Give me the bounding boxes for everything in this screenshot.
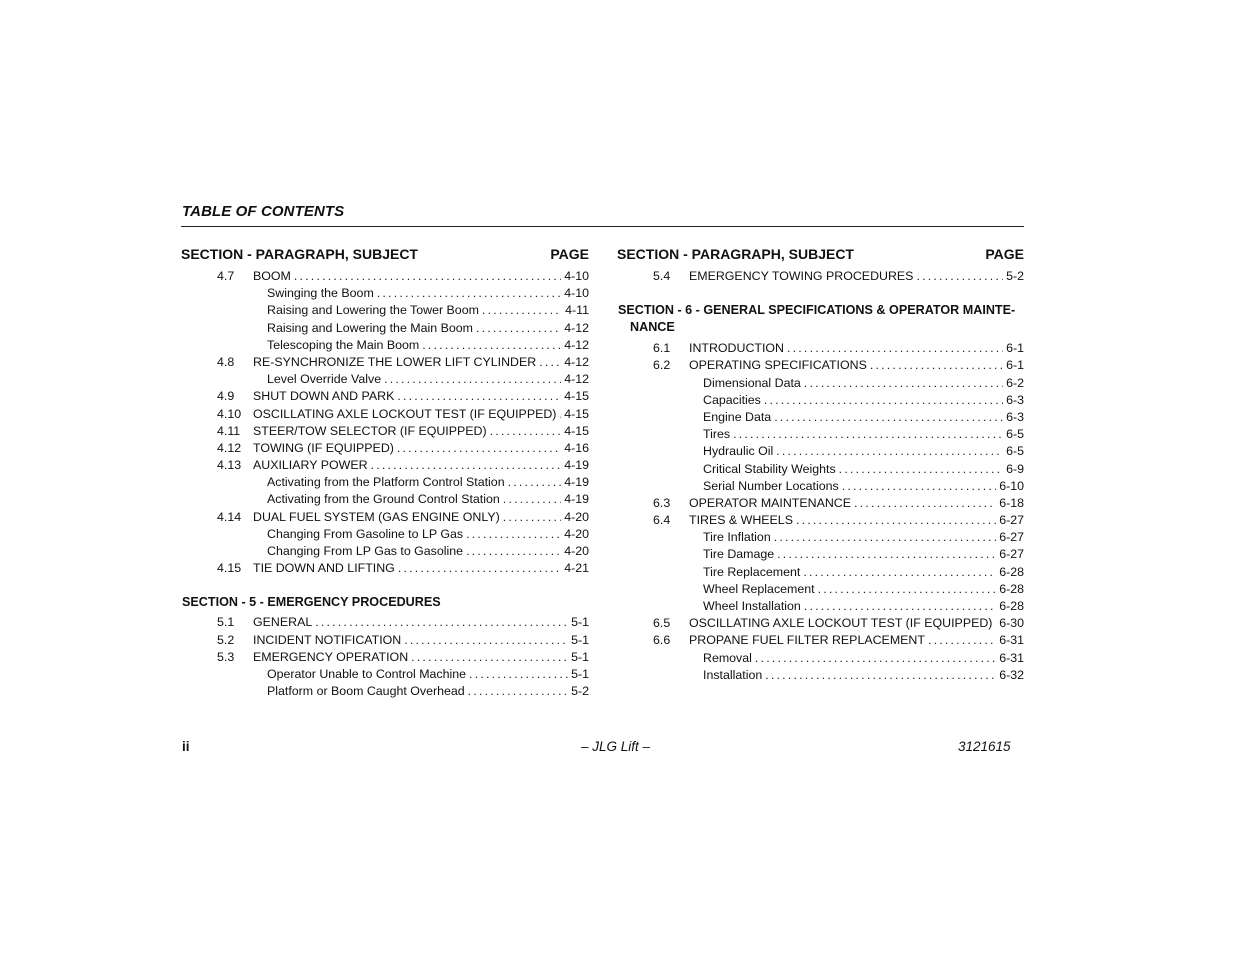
toc-subentry — [181, 666, 589, 683]
entry-page: 6-31 — [999, 650, 1024, 665]
entry-page: 6-28 — [999, 564, 1024, 579]
entry-title: STEER/TOW SELECTOR (IF EQUIPPED) — [253, 423, 487, 438]
dot-leader — [539, 354, 561, 371]
dot-leader — [842, 478, 997, 495]
dot-leader — [803, 564, 996, 581]
entry-page: 4-20 — [564, 526, 589, 541]
page-title: TABLE OF CONTENTS — [182, 203, 345, 220]
entry-number: 6.1 — [653, 341, 671, 356]
entry-title: Installation — [703, 667, 763, 682]
toc-entry — [181, 649, 589, 666]
entry-number: 4.10 — [217, 406, 242, 421]
entry-title: TIRES & WHEELS — [689, 513, 793, 528]
toc-subentry — [181, 526, 589, 543]
entry-page: 4-19 — [564, 475, 589, 490]
dot-leader — [764, 392, 1003, 409]
entry-page: 4-12 — [564, 337, 589, 352]
toc-entry — [617, 512, 1024, 529]
toc-subentry — [617, 426, 1024, 443]
entry-number: 4.13 — [217, 458, 242, 473]
dot-leader — [315, 614, 568, 631]
toc-subentry — [617, 409, 1024, 426]
footer-manual-number: 3121615 — [958, 739, 1011, 754]
section-6-heading-line1: SECTION - 6 - GENERAL SPECIFICATIONS & OPERATOR MAINTE- — [618, 303, 1016, 318]
toc-entry — [181, 440, 589, 457]
entry-page: 4-20 — [564, 509, 589, 524]
entry-page: 4-10 — [564, 286, 589, 301]
dot-leader — [916, 268, 1003, 285]
dot-leader — [294, 268, 561, 285]
entry-title: Activating from the Platform Control Station — [267, 475, 505, 490]
toc-entry — [617, 357, 1024, 374]
toc-subentry — [617, 564, 1024, 581]
toc-entry — [617, 495, 1024, 512]
dot-leader — [796, 512, 996, 529]
toc-entry — [181, 614, 589, 631]
entry-page: 5-2 — [1006, 269, 1024, 283]
entry-page: 5-2 — [571, 684, 589, 699]
entry-number: 4.14 — [217, 509, 242, 524]
toc-entry — [617, 632, 1024, 649]
dot-leader — [776, 443, 1003, 460]
toc-entry — [617, 615, 1024, 632]
dot-leader — [397, 388, 561, 405]
toc-subentry — [181, 285, 589, 302]
entry-page: 5-1 — [571, 615, 589, 630]
dot-leader — [398, 560, 561, 577]
toc-subentry — [181, 337, 589, 354]
toc-list-section-5-cont — [617, 268, 1024, 285]
toc-subentry — [617, 478, 1024, 495]
entry-title: Changing From LP Gas to Gasoline — [267, 544, 464, 558]
toc-entry — [181, 423, 589, 440]
dot-leader — [777, 546, 996, 563]
entry-page: 6-1 — [1006, 358, 1024, 373]
toc-subentry — [617, 443, 1024, 460]
entry-title: OSCILLATING AXLE LOCKOUT TEST (IF EQUIPPED) — [689, 616, 993, 631]
entry-title: Changing From Gasoline to LP Gas — [267, 526, 464, 541]
entry-title: Raising and Lowering the Tower Boom — [267, 303, 479, 318]
entry-page: 6-18 — [999, 495, 1024, 510]
entry-page: 4-16 — [564, 440, 589, 455]
entry-title: Operator Unable to Control Machine — [267, 666, 467, 681]
entry-title: Hydraulic Oil — [703, 444, 774, 459]
toc-entry — [617, 340, 1024, 357]
entry-page: 6-27 — [999, 530, 1024, 545]
toc-list-section-5 — [181, 614, 589, 700]
entry-title: DUAL FUEL SYSTEM (GAS ENGINE ONLY) — [253, 509, 500, 524]
entry-page: 6-27 — [999, 513, 1024, 528]
toc-entry — [181, 406, 589, 423]
entry-page: 4-10 — [564, 269, 589, 283]
left-header-page: PAGE — [550, 246, 589, 262]
dot-leader — [371, 457, 562, 474]
entry-number: 4.7 — [217, 269, 235, 283]
entry-page: 4-15 — [564, 406, 589, 421]
dot-leader — [411, 649, 568, 666]
entry-number: 5.1 — [217, 615, 235, 630]
toc-list-section-4 — [181, 268, 589, 577]
toc-subentry — [181, 491, 589, 508]
toc-entry — [617, 268, 1024, 285]
left-column-header — [181, 246, 589, 266]
dot-leader — [755, 650, 996, 667]
entry-page: 6-3 — [1006, 392, 1024, 407]
dot-leader — [482, 302, 562, 319]
title-rule — [181, 226, 1024, 227]
entry-title: PROPANE FUEL FILTER REPLACEMENT — [689, 633, 925, 648]
entry-number: 5.4 — [653, 269, 671, 283]
dot-leader — [490, 423, 562, 440]
dot-leader — [818, 581, 997, 598]
entry-number: 6.2 — [653, 358, 671, 373]
toc-subentry — [181, 474, 589, 491]
entry-title: Raising and Lowering the Main Boom — [267, 320, 473, 335]
toc-entry — [181, 560, 589, 577]
dot-leader — [804, 375, 1003, 392]
entry-title: Dimensional Data — [703, 375, 801, 390]
entry-title: INTRODUCTION — [689, 341, 784, 356]
toc-subentry — [617, 546, 1024, 563]
dot-leader — [422, 337, 561, 354]
left-header-subject: SECTION - PARAGRAPH, SUBJECT — [181, 246, 418, 262]
entry-page: 4-19 — [564, 458, 589, 473]
entry-title: Platform or Boom Caught Overhead — [267, 684, 465, 699]
entry-page: 6-5 — [1006, 444, 1024, 459]
entry-page: 6-31 — [999, 633, 1024, 648]
footer-page-number: ii — [182, 739, 190, 754]
toc-entry — [181, 388, 589, 405]
entry-number: 6.4 — [653, 513, 671, 528]
section-5-heading: SECTION - 5 - EMERGENCY PROCEDURES — [182, 595, 441, 610]
toc-entry — [181, 354, 589, 371]
dot-leader — [774, 409, 1003, 426]
section-6-heading — [617, 302, 1024, 336]
entry-title: Tire Replacement — [703, 564, 801, 579]
dot-leader — [397, 440, 561, 457]
entry-title: Level Override Valve — [267, 372, 382, 387]
entry-title: Activating from the Ground Control Station — [267, 492, 500, 507]
entry-title: Tires — [703, 427, 731, 442]
dot-leader — [503, 491, 561, 508]
dot-leader — [870, 357, 1003, 374]
entry-page: 6-9 — [1006, 461, 1024, 476]
entry-title: EMERGENCY OPERATION — [253, 649, 409, 664]
entry-title: Removal — [703, 650, 752, 665]
entry-number: 6.5 — [653, 616, 671, 631]
entry-title: TIE DOWN AND LIFTING — [253, 561, 395, 576]
entry-page: 5-1 — [571, 649, 589, 664]
dot-leader — [559, 406, 561, 423]
toc-subentry — [617, 375, 1024, 392]
toc-entry — [181, 268, 589, 285]
dot-leader — [466, 526, 561, 543]
toc-subentry — [181, 683, 589, 700]
entry-page: 4-21 — [564, 561, 589, 576]
dot-leader — [774, 529, 996, 546]
entry-page: 4-11 — [565, 303, 589, 318]
dot-leader — [384, 371, 561, 388]
entry-title: Telescoping the Main Boom — [267, 337, 420, 352]
entry-title: Swinging the Boom — [267, 286, 374, 301]
entry-title: AUXILIARY POWER — [253, 458, 368, 473]
dot-leader — [469, 666, 568, 683]
entry-title: RE-SYNCHRONIZE THE LOWER LIFT CYLINDER — [253, 354, 537, 369]
entry-page: 4-12 — [564, 354, 589, 369]
footer-publisher: – JLG Lift – — [581, 739, 651, 754]
entry-page: 6-3 — [1006, 409, 1024, 424]
entry-title: Capacities — [703, 392, 761, 407]
entry-number: 4.9 — [217, 389, 235, 404]
entry-number: 6.6 — [653, 633, 671, 648]
entry-title: GENERAL — [253, 615, 313, 630]
toc-subentry — [181, 543, 589, 560]
dot-leader — [854, 495, 996, 512]
entry-number: 4.8 — [217, 354, 235, 369]
entry-number: 5.2 — [217, 632, 235, 647]
toc-entry — [181, 632, 589, 649]
entry-number: 4.15 — [217, 561, 242, 576]
entry-title: TOWING (IF EQUIPPED) — [253, 440, 394, 455]
toc-list-section-6 — [617, 340, 1024, 684]
toc-subentry — [181, 371, 589, 388]
toc-right-column — [617, 246, 1024, 684]
entry-page: 4-20 — [564, 544, 589, 558]
dot-leader — [404, 632, 568, 649]
toc-subentry — [617, 667, 1024, 684]
dot-leader — [476, 320, 561, 337]
entry-page: 5-1 — [571, 666, 589, 681]
entry-number: 4.11 — [217, 423, 241, 438]
entry-number: 6.3 — [653, 495, 671, 510]
entry-title: Wheel Installation — [703, 599, 801, 613]
entry-page: 5-1 — [571, 632, 589, 647]
entry-title: Serial Number Locations — [703, 478, 839, 493]
toc-subentry — [617, 650, 1024, 667]
toc-subentry — [617, 392, 1024, 409]
entry-title: INCIDENT NOTIFICATION — [253, 632, 402, 647]
entry-title: Engine Data — [703, 409, 772, 424]
entry-title: OPERATOR MAINTENANCE — [689, 495, 852, 510]
entry-page: 6-27 — [999, 547, 1024, 562]
entry-page: 6-30 — [999, 616, 1024, 631]
right-column-header — [617, 246, 1024, 266]
right-header-page: PAGE — [985, 246, 1024, 262]
entry-page: 6-10 — [999, 478, 1024, 493]
dot-leader — [995, 615, 996, 632]
entry-number: 4.12 — [217, 440, 242, 455]
dot-leader — [765, 667, 996, 684]
entry-title: SHUT DOWN AND PARK — [253, 389, 395, 404]
entry-page: 6-28 — [999, 599, 1024, 613]
entry-title: Tire Damage — [703, 547, 775, 562]
toc-entry — [181, 509, 589, 526]
dot-leader — [928, 632, 996, 649]
dot-leader — [508, 474, 562, 491]
entry-title: Tire Inflation — [703, 530, 771, 545]
toc-left-column — [181, 246, 589, 700]
entry-page: 4-15 — [564, 423, 589, 438]
dot-leader — [503, 509, 561, 526]
entry-page: 6-5 — [1006, 427, 1024, 442]
dot-leader — [804, 598, 996, 615]
entry-page: 4-12 — [564, 320, 589, 335]
toc-entry — [181, 457, 589, 474]
entry-title: Critical Stability Weights — [703, 461, 836, 476]
entry-title: OPERATING SPECIFICATIONS — [689, 358, 867, 373]
right-header-subject: SECTION - PARAGRAPH, SUBJECT — [617, 246, 854, 262]
entry-number: 5.3 — [217, 649, 235, 664]
entry-title: BOOM — [253, 269, 291, 283]
dot-leader — [787, 340, 1003, 357]
entry-page: 6-28 — [999, 581, 1024, 596]
toc-subentry — [181, 320, 589, 337]
entry-title: OSCILLATING AXLE LOCKOUT TEST (IF EQUIPPED) — [253, 406, 557, 421]
entry-page: 6-2 — [1006, 375, 1024, 390]
entry-page: 4-12 — [564, 372, 589, 387]
entry-page: 4-19 — [564, 492, 589, 507]
entry-page: 6-1 — [1006, 341, 1024, 356]
section-6-heading-line2: NANCE — [630, 320, 675, 335]
toc-subentry — [617, 598, 1024, 615]
entry-title: EMERGENCY TOWING PROCEDURES — [689, 269, 914, 283]
toc-subentry — [181, 302, 589, 319]
toc-subentry — [617, 529, 1024, 546]
entry-title: Wheel Replacement — [703, 581, 815, 596]
toc-subentry — [617, 461, 1024, 478]
toc-subentry — [617, 581, 1024, 598]
dot-leader — [466, 543, 561, 560]
dot-leader — [377, 285, 561, 302]
dot-leader — [468, 683, 568, 700]
entry-page: 4-15 — [564, 389, 589, 404]
dot-leader — [839, 461, 1003, 478]
dot-leader — [733, 426, 1003, 443]
entry-page: 6-32 — [999, 667, 1024, 682]
